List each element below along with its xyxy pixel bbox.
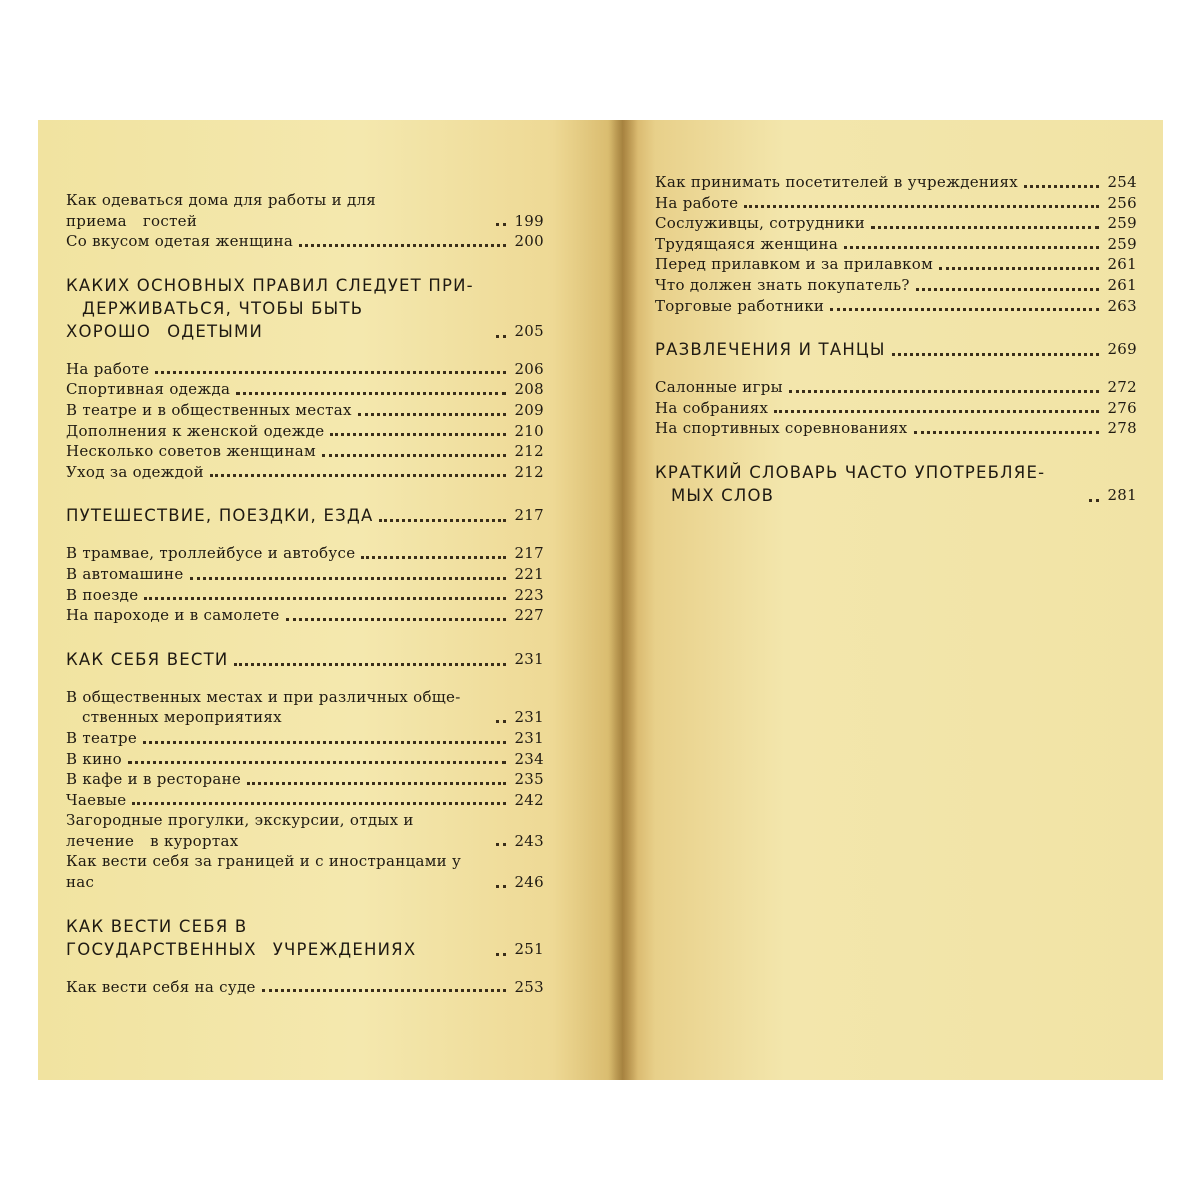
- toc-entry-title-line: В театре и в общественных местах: [66, 400, 352, 419]
- toc-entry-title-line: Со вкусом одетая женщина: [66, 232, 294, 251]
- dot-leader: [916, 288, 1099, 291]
- toc-entry-title-line: В поезде: [66, 585, 139, 604]
- toc-entry-title-line: Загородные прогулки, экскурсии, отдых и лечение: [66, 811, 414, 850]
- dot-leader: [789, 390, 1099, 393]
- toc-page-number: 261: [1107, 255, 1137, 274]
- toc-entry-title-line: МЫХ СЛОВ: [671, 485, 775, 505]
- toc-page-number: 217: [514, 506, 544, 525]
- dot-leader: [914, 431, 1099, 434]
- toc-page-number: 208: [514, 380, 544, 399]
- toc-entry-title: [66, 728, 137, 749]
- toc-entry-title: [655, 338, 886, 361]
- toc-entry-title: [66, 504, 373, 527]
- toc-entry: [66, 379, 544, 400]
- toc-section-heading: [66, 915, 544, 961]
- toc-entry: [655, 193, 1137, 214]
- toc-entry-title-line: ственных мероприятиях: [82, 708, 282, 727]
- toc-entry-title-line: На пароходе и в самолете: [66, 606, 280, 625]
- toc-page-number: 212: [514, 462, 544, 481]
- toc-entry-title: [655, 213, 865, 234]
- toc-page-number: 210: [514, 421, 544, 440]
- toc-entry: [66, 585, 544, 606]
- toc-entry-title-line: Спортивная одежда: [66, 380, 231, 399]
- toc-entry: [66, 687, 544, 728]
- toc-entry: [66, 769, 544, 790]
- toc-entry-title-line: Как принимать посетителей в учреждениях: [655, 173, 1019, 191]
- toc-entry-title-line: В кино: [66, 749, 122, 768]
- dot-leader: [744, 205, 1099, 208]
- toc-entry-title-line: КАК СЕБЯ ВЕСТИ: [66, 649, 229, 669]
- toc-entry-title: [655, 234, 838, 255]
- dot-leader: [496, 720, 506, 723]
- toc-entry: [66, 605, 544, 626]
- toc-entry: [66, 359, 544, 380]
- toc-entry-title-line: РАЗВЛЕЧЕНИЯ И ТАНЦЫ: [655, 340, 886, 360]
- dot-leader: [939, 267, 1099, 270]
- toc-entry-title-line: Что должен знать покупатель?: [655, 275, 910, 294]
- toc-page-number: 209: [514, 400, 544, 419]
- toc-entry-title-line: ДЕРЖИВАТЬСЯ, ЧТОБЫ БЫТЬ ХОРОШО: [66, 298, 364, 341]
- dot-leader: [1024, 185, 1099, 188]
- toc-entry-title: [66, 400, 352, 421]
- toc-entry: [66, 749, 544, 770]
- toc-entry-title-line: В театре: [66, 728, 138, 747]
- toc-page-number: 212: [514, 442, 544, 461]
- toc-entry-title-line: в курортах: [150, 831, 239, 850]
- toc-entry-title: [66, 605, 280, 626]
- toc-entry-title: [66, 851, 490, 892]
- dot-leader: [247, 782, 506, 785]
- toc-entry-title: [655, 193, 738, 214]
- toc-entry-title: [66, 421, 324, 442]
- toc-entry-title: [66, 231, 293, 252]
- toc-entry-title: [655, 172, 1018, 193]
- dot-leader: [262, 989, 506, 992]
- toc-entry-title: [66, 790, 126, 811]
- toc-entry: [655, 254, 1137, 275]
- toc-entry-title-line: На собраниях: [655, 398, 769, 417]
- toc-entry-title: [66, 810, 490, 851]
- toc-entry: [66, 977, 544, 998]
- toc-section-heading: [655, 461, 1137, 507]
- toc-entry-title-line: На работе: [66, 359, 150, 378]
- toc-entry-title: [66, 564, 184, 585]
- toc-page-number: 259: [1107, 234, 1137, 253]
- toc-entry-title: [66, 648, 228, 671]
- toc-entry-title: [66, 462, 204, 483]
- toc-entry-title-line: Сослуживцы, сотрудники: [655, 214, 865, 233]
- dot-leader: [379, 519, 506, 522]
- dot-leader: [155, 371, 506, 374]
- toc-page-number: 269: [1107, 340, 1137, 359]
- toc-entry-title: [655, 418, 908, 439]
- toc-entry-title: [66, 769, 241, 790]
- toc-page-number: 223: [514, 585, 544, 604]
- dot-leader: [844, 246, 1099, 249]
- toc-entry: [66, 231, 544, 252]
- dot-leader: [234, 663, 506, 666]
- dot-leader: [871, 226, 1099, 229]
- dot-leader: [299, 244, 506, 247]
- toc-entry-title: [655, 398, 768, 419]
- toc-entry-title: [66, 585, 138, 606]
- toc-entry-title: [66, 359, 149, 380]
- toc-entry-title-line: КРАТКИЙ СЛОВАРЬ ЧАСТО УПОТРЕБЛЯЕ-: [655, 462, 1046, 482]
- toc-entry-title: [66, 379, 230, 400]
- toc-entry-title: [66, 274, 490, 343]
- toc-entry-title-line: Как вести себя за границей и с иностранцами у нас: [66, 852, 462, 892]
- toc-entry-title-line: КАК ВЕСТИ СЕБЯ В ГОСУДАРСТВЕННЫХ: [66, 916, 257, 959]
- toc-page-number: 234: [514, 749, 544, 768]
- dot-leader: [774, 410, 1099, 413]
- toc-entry: [66, 728, 544, 749]
- toc-entry-title-line: На работе: [655, 193, 739, 212]
- dot-leader: [286, 618, 506, 621]
- toc-entry-title-line: Как вести себя на суде: [66, 977, 256, 996]
- toc-page-number: 276: [1107, 398, 1137, 417]
- toc-entry-title-line: В кафе и в ресторане: [66, 770, 242, 789]
- toc-page-number: 253: [514, 977, 544, 996]
- toc-page-number: 206: [514, 359, 544, 378]
- toc-entry: [655, 275, 1137, 296]
- dot-leader: [132, 802, 506, 805]
- toc-page-number: 200: [514, 232, 544, 251]
- toc-entry-title-line: УЧРЕЖДЕНИЯХ: [272, 939, 417, 959]
- toc-entry-title-line: гостей: [142, 211, 198, 230]
- toc-entry-title: [655, 461, 1083, 507]
- dot-leader: [496, 953, 506, 956]
- toc-entry: [655, 234, 1137, 255]
- toc-entry-title: [655, 296, 824, 317]
- toc-entry: [655, 398, 1137, 419]
- toc-entry-title-line: ОДЕТЫМИ: [167, 321, 263, 341]
- toc-entry-title: [66, 749, 122, 770]
- toc-entry-title: [66, 687, 490, 728]
- toc-page-number: 259: [1107, 214, 1137, 233]
- toc-page-number: 243: [514, 831, 544, 850]
- toc-entry-title-line: Чаевые: [66, 790, 127, 809]
- toc-entry-title-line: В трамвае, троллейбусе и автобусе: [66, 544, 356, 563]
- right-page: [623, 120, 1163, 1080]
- toc-entry: [66, 543, 544, 564]
- toc-section-heading: [66, 274, 544, 343]
- dot-leader: [128, 761, 506, 764]
- toc-page-number: 242: [514, 790, 544, 809]
- toc-entry-title-line: Трудящаяся женщина: [655, 234, 839, 253]
- toc-entry-title-line: Дополнения к женской одежде: [66, 421, 325, 440]
- left-page: [38, 120, 623, 1080]
- toc-entry: [66, 441, 544, 462]
- toc-entry-title-line: Несколько советов женщинам: [66, 442, 316, 461]
- dot-leader: [330, 433, 506, 436]
- toc-entry-title: [66, 190, 490, 231]
- toc-entry-title-line: ПУТЕШЕСТВИЕ, ПОЕЗДКИ, ЕЗДА: [66, 506, 374, 526]
- toc-entry: [66, 421, 544, 442]
- left-toc-list: [66, 190, 544, 997]
- toc-entry-title: [655, 254, 933, 275]
- toc-section-heading: [655, 338, 1137, 361]
- toc-entry-title-line: Перед прилавком и за прилавком: [655, 255, 934, 274]
- toc-entry: [66, 462, 544, 483]
- toc-page-number: 231: [514, 708, 544, 727]
- right-toc-list: [655, 172, 1137, 507]
- dot-leader: [236, 392, 506, 395]
- toc-page-number: 254: [1107, 173, 1137, 191]
- dot-leader: [144, 597, 506, 600]
- toc-entry-title: [66, 441, 316, 462]
- toc-page-number: 227: [514, 606, 544, 625]
- toc-entry: [66, 564, 544, 585]
- toc-page-number: 205: [514, 321, 544, 340]
- toc-entry-title: [655, 275, 910, 296]
- toc-entry: [655, 418, 1137, 439]
- toc-entry-title: [66, 915, 490, 961]
- toc-entry-title-line: Как одеваться дома для работы и для приема: [66, 191, 377, 230]
- dot-leader: [496, 885, 506, 888]
- toc-entry-title-line: Уход за одеждой: [66, 462, 204, 481]
- toc-page-number: 217: [514, 544, 544, 563]
- toc-entry: [66, 400, 544, 421]
- toc-page-number: 199: [514, 211, 544, 230]
- dot-leader: [830, 308, 1099, 311]
- dot-leader: [496, 843, 506, 846]
- toc-page-number: 261: [1107, 275, 1137, 294]
- toc-page-number: 231: [514, 649, 544, 668]
- toc-entry: [66, 190, 544, 231]
- dot-leader: [1089, 499, 1099, 502]
- toc-section-heading: [66, 504, 544, 527]
- toc-page-number: 246: [514, 873, 544, 892]
- toc-entry-title: [655, 377, 783, 398]
- toc-entry: [655, 172, 1137, 193]
- toc-entry-title-line: КАКИХ ОСНОВНЫХ ПРАВИЛ СЛЕДУЕТ ПРИ-: [66, 275, 474, 295]
- toc-entry: [655, 296, 1137, 317]
- dot-leader: [361, 556, 506, 559]
- toc-entry-title-line: На спортивных соревнованиях: [655, 419, 908, 438]
- dot-leader: [143, 741, 506, 744]
- toc-entry-title-line: В общественных местах и при различных обще-: [66, 687, 461, 706]
- dot-leader: [892, 353, 1099, 356]
- toc-page-number: 263: [1107, 296, 1137, 315]
- toc-entry-title-line: Торговые работники: [655, 296, 825, 315]
- toc-entry: [66, 810, 544, 851]
- toc-section-heading: [66, 648, 544, 671]
- toc-entry-title-line: В автомашине: [66, 564, 184, 583]
- toc-page-number: 221: [514, 564, 544, 583]
- toc-page-number: 278: [1107, 419, 1137, 438]
- toc-page-number: 235: [514, 770, 544, 789]
- toc-entry: [66, 851, 544, 892]
- toc-page-number: 256: [1107, 193, 1137, 212]
- toc-entry: [655, 213, 1137, 234]
- dot-leader: [496, 335, 506, 338]
- toc-entry-title: [66, 977, 256, 998]
- dot-leader: [358, 413, 506, 416]
- toc-entry-title-line: Салонные игры: [655, 378, 783, 397]
- toc-page-number: 251: [514, 939, 544, 958]
- toc-page-number: 281: [1107, 485, 1137, 504]
- dot-leader: [322, 454, 506, 457]
- toc-entry-title: [66, 543, 355, 564]
- toc-page-number: 231: [514, 728, 544, 747]
- dot-leader: [496, 223, 506, 226]
- toc-entry: [655, 377, 1137, 398]
- toc-entry: [66, 790, 544, 811]
- dot-leader: [190, 577, 506, 580]
- toc-page-number: 272: [1107, 378, 1137, 397]
- dot-leader: [210, 474, 506, 477]
